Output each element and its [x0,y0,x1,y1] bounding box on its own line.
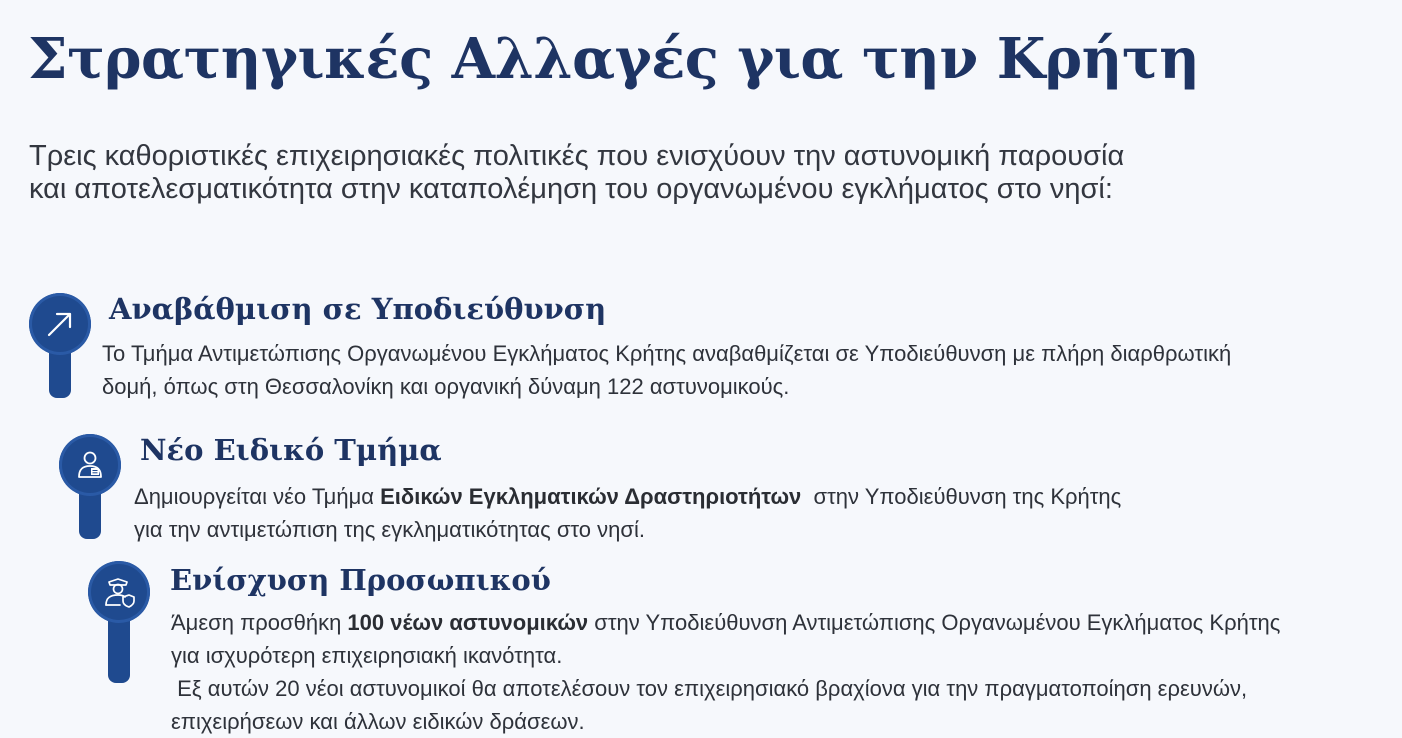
page-subtitle [29,140,1359,206]
item-text-line: για ισχυρότερη επιχειρησιακή ικανότητα. [171,643,563,668]
item-text-staffing [171,606,1280,738]
text-run: στην Υποδιεύθυνση της Κρήτης [801,484,1122,509]
pin-marker-upgrade [29,293,91,398]
item-title-upgrade: Αναβάθμιση σε Υποδιεύθυνση [109,292,607,326]
subtitle-line: Τρεις καθοριστικές επιχειρησιακές πολιτικές που ενισχύουν την αστυνομική παρουσία [29,140,1125,172]
item-text-line [134,480,1121,513]
emphasis-text: Ειδικών Εγκληματικών Δραστηριοτήτων [380,484,802,509]
subtitle-line: και αποτελεσματικότητα στην καταπολέμηση του οργανωμένου εγκλήματος στο νησί: [29,173,1113,205]
item-text-upgrade [102,337,1231,403]
emphasis-text: 100 νέων αστυνομικών [347,610,589,635]
page-title: Στρατηγικές Αλλαγές για την Κρήτη [28,26,1200,92]
item-title-staffing: Ενίσχυση Προσωπικού [170,563,551,597]
item-text-line [171,606,1280,639]
text-run: στην Υποδιεύθυνση Αντιμετώπισης Οργανωμένου Εγκλήματος Κρήτης [588,610,1281,635]
item-text-line: για την αντιμετώπιση της εγκληματικότητας στο νησί. [134,517,645,542]
item-text-line: Εξ αυτών 20 νέοι αστυνομικοί θα αποτελέσουν τον επιχειρησιακό βραχίονα για την πραγματοποίηση ερευνών, [171,676,1248,701]
item-text-line: επιχειρήσεων και άλλων ειδικών δράσεων. [171,709,585,734]
pin-marker-new-department [59,434,121,539]
item-text-new-department [134,480,1121,546]
item-text-line: Το Τμήμα Αντιμετώπισης Οργανωμένου Εγκλήματος Κρήτης αναβαθμίζεται σε Υποδιεύθυνση με πλήρη διαρθρωτική [102,341,1232,366]
detective-icon [59,434,121,496]
arrow-up-right-icon [29,293,91,355]
police-officer-shield-icon [88,561,150,623]
item-title-new-department: Νέο Ειδικό Τμήμα [140,433,442,467]
item-text-line: δομή, όπως στη Θεσσαλονίκη και οργανική δύναμη 122 αστυνομικούς. [102,374,790,399]
text-run: Δημιουργείται νέο Τμήμα [134,484,381,509]
pin-marker-staffing [88,561,150,683]
text-run: Άμεση προσθήκη [171,610,348,635]
